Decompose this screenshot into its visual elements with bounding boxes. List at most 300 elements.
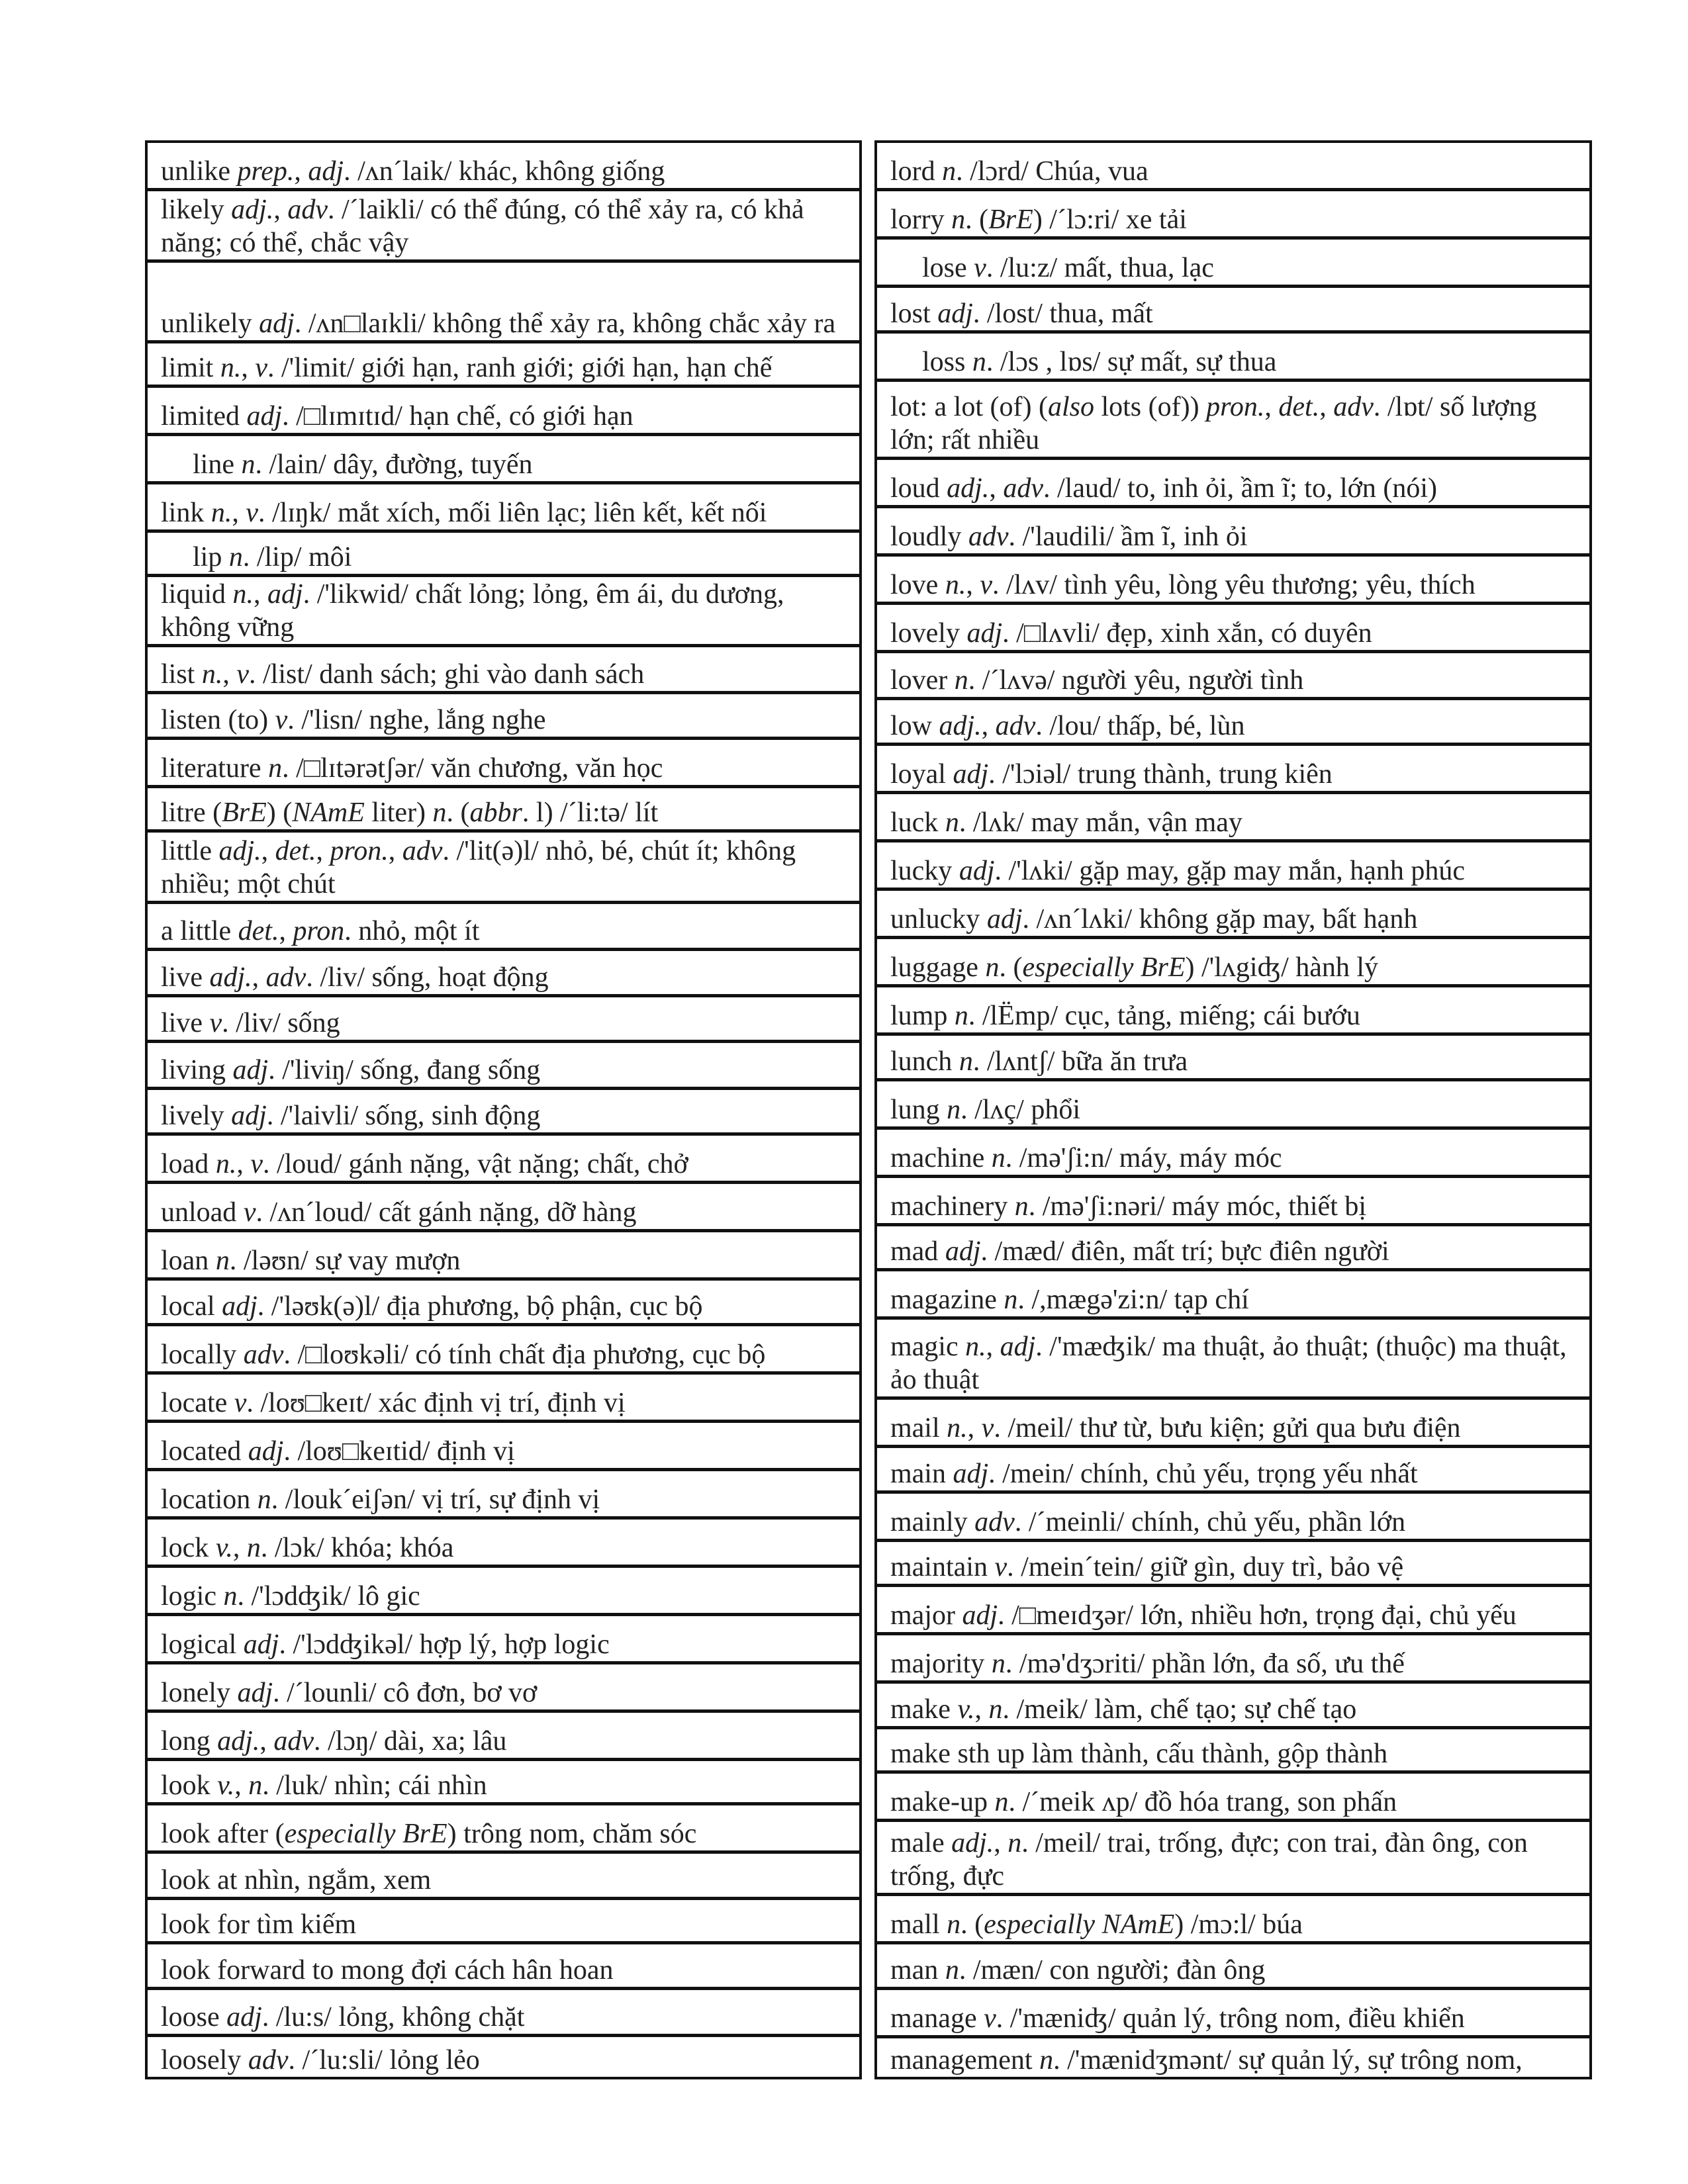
entry-segment: . /'laudili/ ầm ĩ, inh ỏi [1008,521,1248,552]
entry-segment: a little [161,916,238,947]
part-of-speech: n [942,156,957,187]
entry-segment: lucky [890,856,959,887]
part-of-speech: also [1047,391,1094,422]
entry-segment: , [222,659,237,690]
entry-text [890,1786,1397,1819]
entry-text [161,307,835,340]
part-of-speech: v. [217,1770,235,1801]
entry-segment: . /´laikli/ có thể đúng, có thể xảy ra, có khả năng; có thể, chắc vậy [161,195,804,258]
entry-segment: . /mə'ʃi:nəri/ máy móc, thiết bị [1028,1191,1367,1222]
entry-segment: lonely [161,1678,238,1709]
entry-segment: man [890,1954,945,1985]
part-of-speech: adj [231,1100,267,1131]
part-of-speech: n [432,797,447,829]
entry-segment: , [1264,391,1279,422]
entry-text [161,835,849,901]
vocabulary-entry-row [877,1081,1589,1130]
entry-segment: . /'mæʤik/ ma thuật, ảo thuật; (thuộc) ma thuật, ảo thuật [890,1332,1567,1396]
entry-segment: . /liv/ sống [222,1007,340,1038]
vocabulary-entry-row [148,1990,859,2037]
entry-segment: mainly [890,1507,975,1538]
entry-segment: . /'lit(ə)l/ nhỏ, bé, chút ít; không nhiều; một chút [161,836,796,900]
vocabulary-entry-row [148,143,859,191]
entry-segment: magazine [890,1284,1004,1315]
entry-text [161,1531,453,1565]
entry-segment: . /□lʌvli/ đẹp, xinh xắn, có duyên [1002,617,1372,649]
part-of-speech: adj [259,308,295,339]
part-of-speech: v. [957,1694,975,1725]
vocabulary-entry-row [148,1568,859,1616]
entry-segment: , [316,836,330,867]
entry-text [193,448,533,481]
vocabulary-entry-row [148,1423,859,1471]
entry-segment: . /´meik ʌp/ đồ hóa trang, son phấn [1008,1786,1397,1817]
entry-segment: , [981,711,996,742]
entry-segment: management [890,2045,1040,2076]
vocabulary-table-right [874,140,1592,2079]
entry-text [161,578,849,644]
entry-segment: look at nhìn, ngắm, xem [161,1864,432,1895]
entry-text [161,1908,356,1941]
entry-segment: main [890,1459,953,1490]
entry-segment: . /ʌn´loud/ cất gánh nặng, dỡ hàng [256,1197,637,1228]
entry-segment: . /lʌv/ tình yêu, lòng yêu thương; yêu, thích [992,569,1476,600]
entry-segment: , [259,1726,274,1757]
vocabulary-entry-row [877,1400,1589,1448]
entry-segment: . /´lu:sli/ lỏng lẻo [288,2045,480,2076]
part-of-speech: n [248,1770,263,1801]
part-of-speech: NAmE [292,797,365,829]
vocabulary-entry-row [877,460,1589,508]
entry-segment: . /loʊ□keɪt/ xác định vị trí, định vị [246,1388,626,1419]
entry-segment: . /lɔs , lɒs/ sự mất, sự thua [986,347,1277,378]
part-of-speech: adj. [947,473,990,504]
part-of-speech: pron. [330,836,389,867]
part-of-speech: n. [211,497,232,528]
entry-segment: living [161,1054,233,1085]
entry-segment: . /meil/ thư từ, bưu kiện; gửi qua bưu điện [994,1413,1461,1444]
entry-text [161,1338,765,1371]
part-of-speech: n [945,807,959,839]
entry-text [161,193,849,259]
vocabulary-entry-row [877,240,1589,288]
entry-segment: , [986,1332,1000,1363]
vocabulary-entry-row [148,647,859,694]
entry-text [161,658,644,691]
entry-segment: . /louk´eiʃən/ vị trí, sự định vị [271,1484,600,1516]
part-of-speech: adj. [209,962,252,993]
entry-segment: make-up [890,1786,995,1817]
entry-text [890,1235,1389,1268]
entry-text [890,1283,1249,1316]
entry-text [161,351,772,385]
entry-segment: load [161,1148,216,1179]
vocabulary-entry-row [148,1616,859,1664]
part-of-speech: adj [248,1436,284,1467]
entry-segment: . /lip/ môi [242,541,352,572]
vocabulary-entry-row [148,1184,859,1232]
part-of-speech: adv [995,711,1036,742]
vocabulary-entry-row [877,842,1589,891]
entry-segment: . /meik/ làm, chế tạo; sự chế tạo [1002,1694,1357,1725]
part-of-speech: adj [267,579,303,610]
entry-segment: look for tìm kiếm [161,1909,357,1940]
entry-segment: manage [890,2003,984,2034]
part-of-speech: adv [273,1726,314,1757]
part-of-speech: det. [275,836,316,867]
vocabulary-entry-row [877,1729,1589,1774]
entry-text [161,961,549,994]
vocabulary-entry-row [148,1471,859,1520]
entry-text [890,155,1149,188]
entry-segment: love [890,569,945,600]
entry-segment: mall [890,1909,947,1940]
vocabulary-entry-row [148,1375,859,1423]
vocabulary-entry-row [877,1130,1589,1178]
entry-segment: loan [161,1245,216,1276]
part-of-speech: adv [248,2045,289,2076]
entry-segment: local [161,1291,222,1322]
entry-segment: , [974,1694,989,1725]
vocabulary-entry-row [877,746,1589,794]
vocabulary-entry-row [148,388,859,436]
entry-text [161,1196,637,1229]
entry-text [193,541,352,574]
vocabulary-entry-row [877,700,1589,746]
vocabulary-entry-row [148,1520,859,1568]
entry-text [161,155,665,188]
part-of-speech: adj [959,856,995,887]
entry-segment: , [273,195,288,225]
part-of-speech: especially NAmE [984,1909,1175,1940]
entry-segment: . /list/ danh sách; ghi vào danh sách [249,659,645,690]
part-of-speech: adj [986,904,1023,935]
entry-text [922,345,1276,379]
part-of-speech: v [243,1197,256,1228]
part-of-speech: especially BrE [284,1819,447,1850]
part-of-speech: adj. [218,836,261,867]
entry-text [890,1330,1579,1396]
entry-text [890,1954,1265,1987]
entry-segment: machine [890,1143,992,1174]
entry-text [890,1908,1303,1941]
vocabulary-entry-row [148,1281,859,1326]
part-of-speech: especially BrE [1022,952,1186,983]
entry-text [890,1045,1188,1078]
entry-segment: unlike [161,156,238,187]
entry-segment: locate [161,1388,234,1419]
vocabulary-entry-row [877,1542,1589,1586]
entry-text [890,854,1465,887]
entry-text [161,1864,431,1897]
part-of-speech: n [951,205,966,236]
part-of-speech: v. [215,1533,233,1564]
entry-text [890,1599,1517,1632]
entry-segment: lord [890,156,943,187]
entry-segment: . /□lɪtərətʃər/ văn chương, văn học [282,753,663,784]
entry-segment: unlikely [161,308,259,339]
entry-text [161,400,633,433]
vocabulary-entry-row [877,1896,1589,1944]
entry-segment: . /lʌç/ phổi [961,1095,1080,1126]
part-of-speech: adj [243,1629,279,1661]
entry-text [890,806,1243,839]
vocabulary-entry-row [877,939,1589,987]
part-of-speech: pron. [1206,391,1265,422]
entry-segment: unlucky [890,904,987,935]
vocabulary-entry-row [877,2038,1589,2077]
part-of-speech: n [947,1095,961,1126]
vocabulary-entry-row [148,997,859,1043]
entry-segment: lip [193,541,229,572]
entry-segment: . /'laivli/ sống, sinh động [266,1100,541,1131]
entry-text [161,915,479,948]
entry-segment: . /lËmp/ cục, tảng, miếng; cái bướu [968,1001,1360,1032]
entry-text [161,1817,696,1850]
entry-segment: loss [922,347,972,378]
part-of-speech: n [959,1046,973,1077]
entry-segment: . /mein´tein/ giữ gìn, duy trì, bảo vệ [1007,1551,1404,1582]
entry-segment: , [989,473,1004,504]
entry-segment: . /mə'dʒɔriti/ phần lớn, đa số, ưu thế [1005,1648,1405,1679]
entry-segment: . /□lɪmɪtɪd/ hạn chế, có giới hạn [282,400,633,432]
entry-text [161,1769,487,1802]
entry-segment: , [236,1148,251,1179]
entry-text [161,2044,480,2077]
part-of-speech: v [974,253,986,284]
entry-text [161,1290,703,1323]
entry-text [890,999,1360,1032]
entry-segment: little [161,836,219,867]
entry-text [890,520,1248,553]
entry-text [161,1099,540,1132]
entry-segment: likely [161,195,232,225]
part-of-speech: adv [974,1507,1015,1538]
entry-segment: loosely [161,2045,248,2076]
entry-segment: look forward to mong đợi cách hân hoan [161,1954,614,1985]
entry-segment: . /□loʊkəli/ có tính chất địa phương, cục bộ [283,1340,766,1371]
entry-segment: . /lɔŋ/ dài, xa; lâu [314,1726,507,1757]
entry-segment: low [890,711,939,742]
entry-segment: . /lʌk/ may mắn, vận may [959,807,1243,839]
entry-text [161,496,767,529]
entry-segment: ) /'lʌgiʤ/ hành lý [1185,952,1379,983]
entry-segment: loud [890,473,947,504]
entry-text [922,251,1214,285]
part-of-speech: adj [246,400,283,432]
vocabulary-entry-row [877,557,1589,605]
vocabulary-entry-row [148,1136,859,1184]
part-of-speech: n [1014,1191,1029,1222]
part-of-speech: adv [1003,473,1043,504]
vocabulary-entry-row [877,1178,1589,1226]
vocabulary-entry-row [148,1713,859,1761]
part-of-speech: n. [947,1413,968,1444]
entry-segment: , [261,836,275,867]
entry-text [161,1580,420,1613]
part-of-speech: adv [287,195,328,225]
entry-segment: . /ʌn´laik/ khác, không giống [344,156,665,187]
entry-segment: location [161,1484,258,1516]
part-of-speech: n [972,347,986,378]
vocabulary-entry-row [148,2037,859,2077]
entry-text [161,1628,610,1661]
entry-text [890,617,1372,650]
vocabulary-entry-row [148,263,859,343]
entry-text [890,1506,1405,1539]
vocabulary-entry-row [877,1944,1589,1990]
entry-segment: . /lɔk/ khóa; khóa [260,1533,454,1564]
part-of-speech: n [1004,1284,1018,1315]
entry-segment: male [890,1827,952,1858]
part-of-speech: v [255,352,268,383]
entry-segment: lots (of)) [1094,391,1207,422]
entry-segment: . /'liviŋ/ sống, đang sống [268,1054,541,1085]
vocabulary-entry-row [148,833,859,904]
entry-segment: logical [161,1629,244,1661]
entry-segment: . /□meɪdʒər/ lớn, nhiều hơn, trọng đại, chủ yếu [998,1600,1517,1631]
entry-text [161,1483,600,1516]
entry-segment: . /mæn/ con người; đàn ông [959,1954,1266,1985]
entry-segment: located [161,1436,248,1467]
entry-segment: , [1319,391,1334,422]
entry-segment: . /laud/ to, inh ỏi, ầm ĩ; to, lớn (nói) [1043,473,1437,504]
entry-segment: . /meil/ trai, trống, đực; con trai, đàn ông, con trống, đực [890,1827,1528,1891]
part-of-speech: adj. [217,1726,260,1757]
entry-segment: luggage [890,952,986,983]
entry-text [161,752,663,785]
entry-segment: , [252,962,266,993]
entry-segment: , [279,916,293,947]
entry-segment: . /ləʊn/ sự vay mượn [229,1245,461,1276]
entry-text [890,758,1333,791]
entry-segment: list [161,659,202,690]
entry-segment: ) trông nom, chăm sóc [447,1819,697,1850]
entry-text [890,1551,1403,1584]
entry-text [890,1827,1579,1893]
part-of-speech: adj [237,1678,273,1709]
entry-segment: . /´lʌvə/ người yêu, người tình [968,665,1304,696]
part-of-speech: n. [965,1332,986,1363]
entry-text [161,796,658,829]
part-of-speech: adv [243,1340,284,1371]
entry-segment: . /lost/ thua, mất [972,298,1153,330]
part-of-speech: adj [945,1236,981,1267]
entry-segment: limit [161,352,220,383]
entry-text [890,569,1476,602]
vocabulary-entry-row [148,1664,859,1713]
part-of-speech: n [988,1694,1003,1725]
entry-text [161,1007,340,1040]
part-of-speech: n [241,449,256,480]
part-of-speech: det. [238,916,279,947]
entry-segment: . /'limit/ giới hạn, ranh giới; giới hạn, hạn chế [267,352,773,383]
entry-segment: . /mæd/ điên, mất trí; bực điên người [980,1236,1389,1267]
entry-text [161,1244,460,1277]
entry-text [161,2001,524,2034]
entry-text [890,903,1417,936]
part-of-speech: n [954,665,968,696]
vocabulary-entry-row [148,1805,859,1854]
entry-segment: . /'likwid/ chất lỏng; lỏng, êm ái, du dương, không vững [161,579,784,643]
entry-segment: make [890,1694,958,1725]
entry-segment: . /lʌntʃ/ bữa ăn trưa [972,1046,1188,1077]
entry-segment: listen (to) [161,705,275,736]
entry-segment: ) /´lɔ:ri/ xe tải [1033,205,1187,236]
entry-segment: limited [161,400,247,432]
vocabulary-entry-row [877,143,1589,191]
entry-segment: lump [890,1001,955,1032]
entry-segment: make sth up làm thành, cấu thành, gộp thành [890,1738,1388,1769]
part-of-speech: v [236,659,250,690]
part-of-speech: n [228,541,243,572]
entry-segment: look after ( [161,1819,285,1850]
part-of-speech: v [984,2003,996,2034]
entry-text [890,664,1303,697]
vocabulary-table-left [145,140,862,2079]
vocabulary-entry-row [148,1232,859,1281]
vocabulary-entry-row [877,288,1589,334]
part-of-speech: adj [226,2001,262,2032]
entry-segment: . nhỏ, một ít [344,916,480,947]
entry-segment: , [388,836,402,867]
entry-segment: . /,mægə'zi:n/ tạp chí [1017,1284,1249,1315]
entry-segment: , [241,352,256,383]
entry-segment: . /´meinli/ chính, chủ yếu, phần lớn [1014,1507,1406,1538]
vocabulary-entry-row [877,1990,1589,2038]
part-of-speech: n [945,1954,959,1985]
entry-segment: lover [890,665,955,696]
entry-segment: litre ( [161,797,222,829]
vocabulary-entry-row [148,1944,859,1990]
entry-text [890,1190,1366,1223]
entry-text [161,1435,515,1468]
part-of-speech: v [209,1007,222,1038]
entry-segment: link [161,497,211,528]
part-of-speech: adj [962,1600,998,1631]
vocabulary-entry-row [877,1271,1589,1320]
entry-segment: liter) [364,797,433,829]
entry-segment: lost [890,298,938,330]
vocabulary-entry-row [148,904,859,951]
part-of-speech: BrE [222,797,267,829]
entry-segment: . /lu:s/ lỏng, không chặt [261,2001,525,2032]
part-of-speech: n [246,1533,261,1564]
vocabulary-entry-row [148,694,859,740]
part-of-speech: n. [945,569,966,600]
part-of-speech: adj [222,1291,258,1322]
vocabulary-entry-row [877,1587,1589,1635]
entry-segment: lot: a lot (of) ( [890,391,1048,422]
entry-segment: magic [890,1332,966,1363]
entry-segment: . /lɪŋk/ mắt xích, mối liên lạc; liên kết, kết nối [258,497,767,528]
entry-segment: lock [161,1533,216,1564]
entry-text [890,1693,1356,1726]
entry-segment: , [294,156,308,187]
vocabulary-entry-row [877,1684,1589,1729]
entry-segment: mad [890,1236,945,1267]
entry-segment: . /'lɔiəl/ trung thành, trung kiên [988,759,1333,790]
part-of-speech: det. [1278,391,1320,422]
entry-segment: lung [890,1095,947,1126]
entry-segment: loudly [890,521,968,552]
part-of-speech: n [257,1484,271,1516]
vocabulary-entry-row [148,740,859,788]
entry-segment: , [254,579,268,610]
entry-segment: . /lɔrd/ Chúa, vua [956,156,1149,187]
entry-segment: mail [890,1413,947,1444]
entry-text [890,1093,1080,1126]
